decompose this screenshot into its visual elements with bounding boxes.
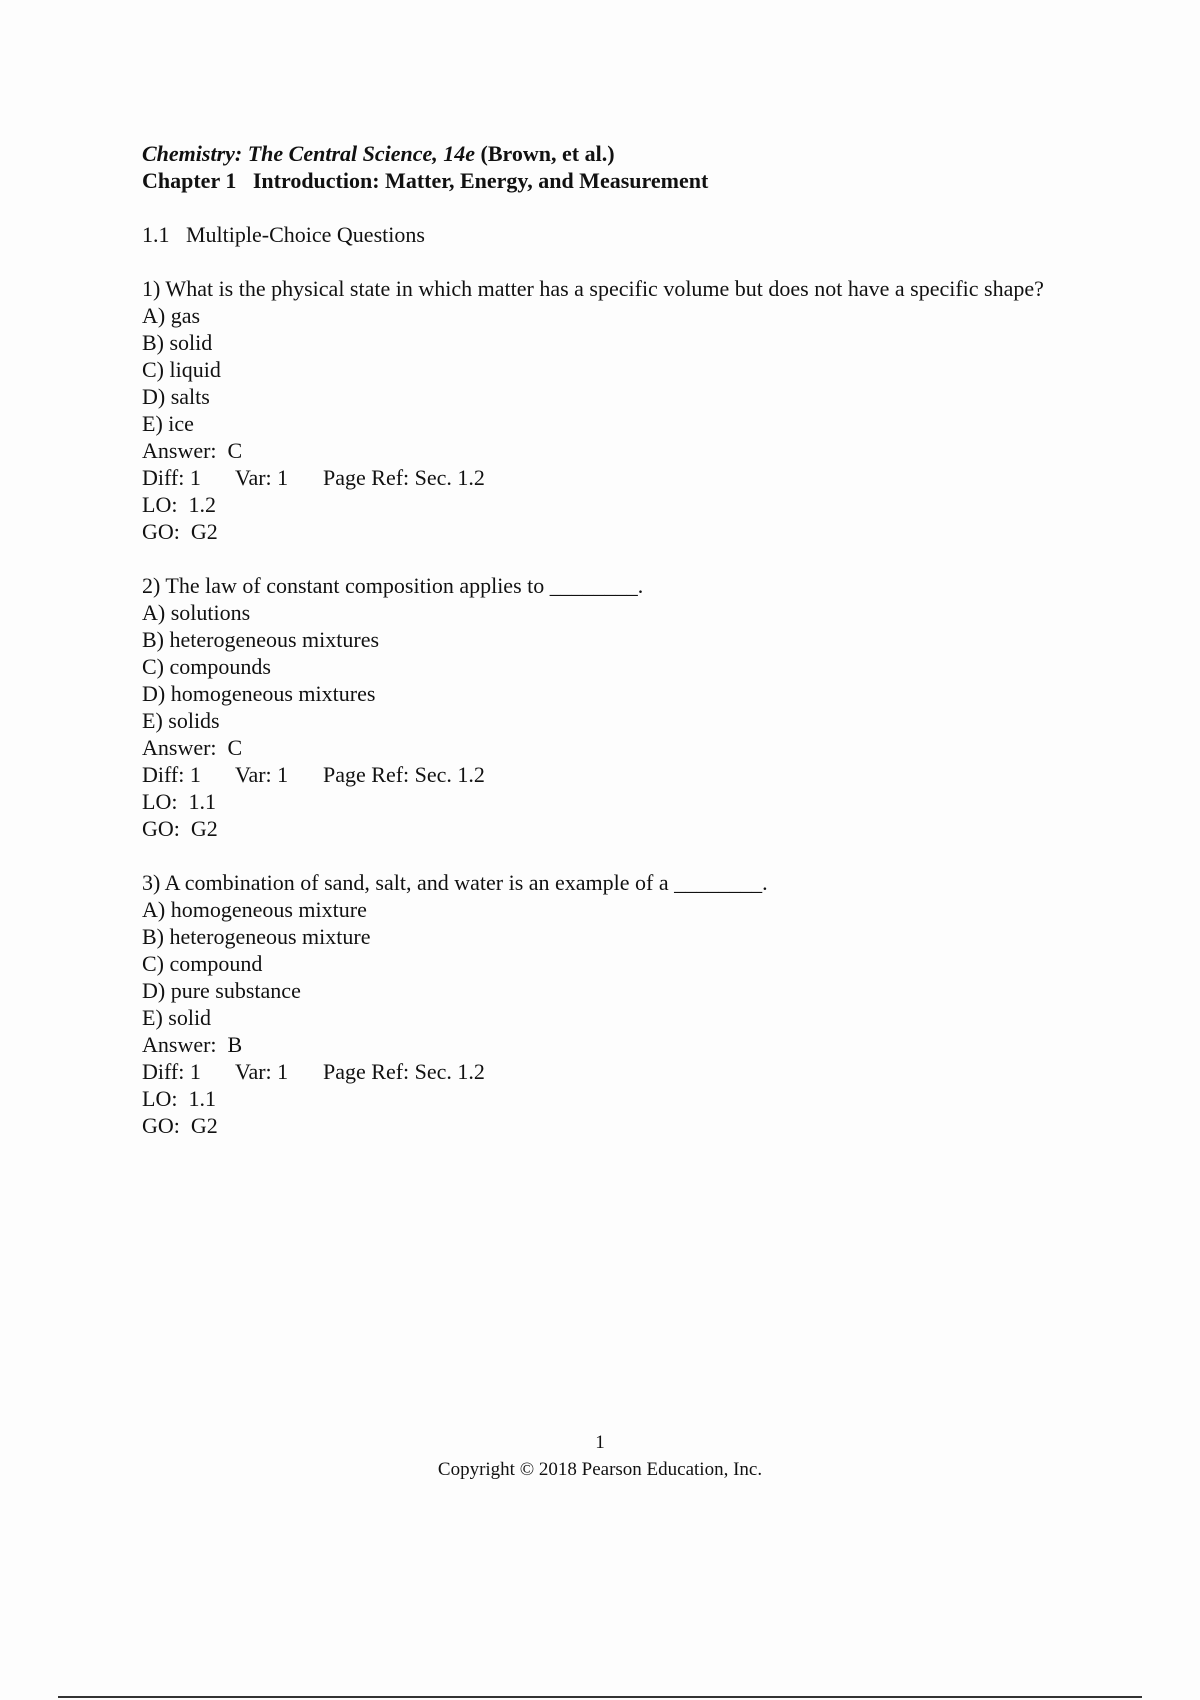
learning-objective: LO: 1.1 [142,789,216,814]
answer-line: Answer: C [142,438,243,463]
option-b: B) heterogeneous mixtures [142,627,380,652]
general-objective: GO: G2 [142,816,218,841]
copyright-notice: Copyright © 2018 Pearson Education, Inc. [437,1459,763,1480]
section-heading [142,221,1072,248]
page-ref: Page Ref: Sec. 1.2 [323,762,485,787]
option-c: C) liquid [142,357,221,382]
variant: Var: 1 [235,465,289,490]
option-d: D) pure substance [142,978,301,1003]
option-b: B) heterogeneous mixture [142,924,371,949]
variant: Var: 1 [235,1059,289,1084]
general-objective: GO: G2 [142,519,218,544]
meta-row [142,1058,1072,1085]
option-e: E) ice [142,411,194,436]
chapter-heading [142,167,1072,194]
page-ref: Page Ref: Sec. 1.2 [323,1059,485,1084]
meta-row [142,761,1072,788]
chapter-label: Chapter 1 [142,168,237,193]
difficulty: Diff: 1 [142,1059,201,1084]
option-d: D) homogeneous mixtures [142,681,376,706]
chapter-title: Introduction: Matter, Energy, and Measurement [252,168,709,193]
question-2 [142,572,1072,842]
general-objective: GO: G2 [142,1113,218,1138]
answer-line: Answer: C [142,735,243,760]
question-stem: 2) The law of constant composition applies to ________. [142,573,644,598]
page-number: 1 [595,1432,605,1453]
meta-row [142,464,1072,491]
learning-objective: LO: 1.1 [142,1086,216,1111]
question-stem: 1) What is the physical state in which matter has a specific volume but does not have a specific shape? [142,276,1044,301]
option-e: E) solids [142,708,220,733]
section-title: Multiple-Choice Questions [186,222,425,247]
variant: Var: 1 [235,762,289,787]
option-a: A) solutions [142,600,251,625]
answer-line: Answer: B [142,1032,243,1057]
page-content [142,140,1072,1139]
learning-objective: LO: 1.2 [142,492,216,517]
question-3 [142,869,1072,1139]
option-a: A) homogeneous mixture [142,897,367,922]
option-e: E) solid [142,1005,212,1030]
option-d: D) salts [142,384,210,409]
difficulty: Diff: 1 [142,465,201,490]
question-stem: 3) A combination of sand, salt, and water is an example of a ________. [142,870,768,895]
page-ref: Page Ref: Sec. 1.2 [323,465,485,490]
option-b: B) solid [142,330,213,355]
question-1 [142,275,1072,545]
option-a: A) gas [142,303,201,328]
difficulty: Diff: 1 [142,762,201,787]
book-title-line [142,140,1072,167]
option-c: C) compounds [142,654,271,679]
book-authors: (Brown, et al.) [475,141,615,166]
section-number: 1.1 [142,222,170,247]
bottom-divider [58,1696,1142,1698]
option-c: C) compound [142,951,263,976]
book-title: Chemistry: The Central Science, 14e [142,141,476,166]
